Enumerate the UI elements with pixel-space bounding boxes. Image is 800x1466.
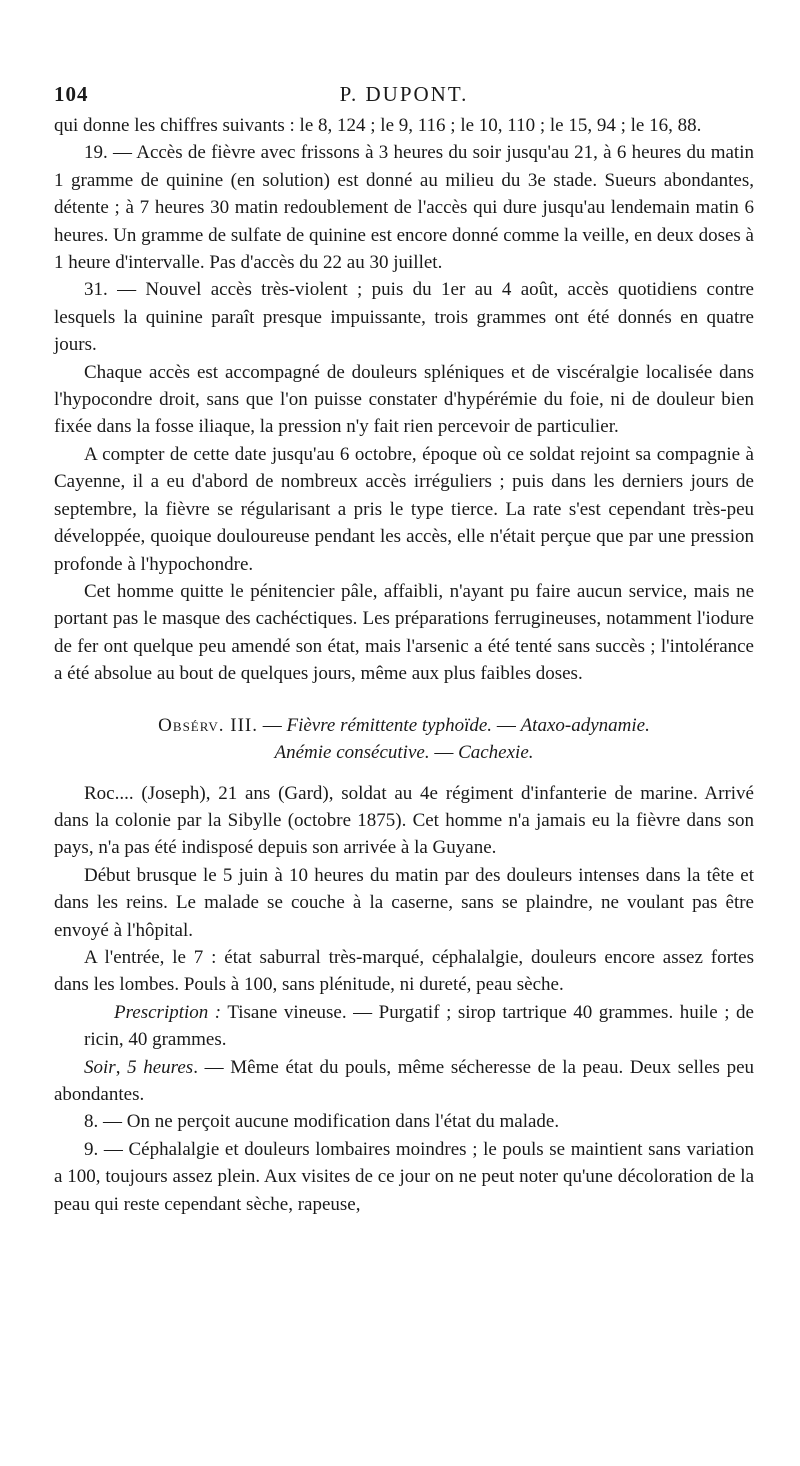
observation-label: Obsérv. III. (158, 714, 258, 736)
observation-title-part: Cachexie. (458, 741, 534, 763)
observation-heading-line-2 (54, 739, 754, 766)
soir-separator: , (115, 1056, 128, 1078)
paragraph: qui donne les chiffres suivants : le 8, 124 ; le 9, 116 ; le 10, 110 ; le 15, 94 ; le 16, 88. (54, 115, 702, 136)
heading-dash: — (492, 714, 521, 736)
observation-title-part: Anémie consécutive. (274, 741, 430, 763)
paragraph: 8. — On ne perçoit aucune modification dans l'état du malade. (84, 1111, 560, 1133)
evening-paragraph (54, 1054, 754, 1109)
body-text (54, 112, 754, 1218)
soir-text: . — Même état du pouls, même sécheresse de la peau. Deux selles peu abondantes. (54, 1056, 755, 1105)
paragraph: 9. — Céphalalgie et douleurs lombaires moindres ; le pouls se maintient sans variation a 100, toujours assez plein. Aux visites de ce jour on ne peut noter qu'une décoloration de la peau qui reste cependant sèche, rapeuse, (54, 1138, 754, 1215)
paragraph: Chaque accès est accompagné de douleurs spléniques et de viscéralgie localisée dans l'hypocondre droit, sans que l'on puisse constater d'hypérémie du foie, ni de douleur bien fixée dans la fosse iliaque, la pression n'y fait rien percevoir de particulier. (54, 361, 754, 438)
soir-label: Soir (84, 1056, 116, 1078)
page-number: 104 (54, 82, 89, 106)
paragraph: Roc.... (Joseph), 21 ans (Gard), soldat au 4e régiment d'infanterie de marine. Arrivé dans la colonie par la Sibylle (octobre 1875). Cet homme n'a jamais eu la fièvre dans son pays, n'a pas été indisposé depuis son arrivée à la Guyane. (54, 782, 754, 859)
paragraph: 31. — Nouvel accès très-violent ; puis du 1er au 4 août, accès quotidiens contre lesquels la quinine paraît presque impuissante, trois grammes ont été donnés en quatre jours. (54, 279, 754, 356)
heading-dash: — (257, 714, 287, 736)
book-page (54, 82, 754, 1218)
prescription-text: Tisane vineuse. — Purgatif ; sirop tartrique 40 grammes. huile ; de ricin, 40 grammes. (84, 1001, 754, 1051)
paragraph: Cet homme quitte le pénitencier pâle, affaibli, n'ayant pu faire aucun service, mais ne portant pas le masque des cachéctiques. Les préparations ferrugineuses, notamment l'iodure de fer ont quelque peu amendé son état, mais l'arsenic a été tenté sans succès ; l'intolérance a été absolue au bout de quelques jours, même aux plus faibles doses. (54, 580, 754, 685)
paragraph: Début brusque le 5 juin à 10 heures du matin par des douleurs intenses dans la tête et dans les reins. Le malade se couche à la caserne, sans se plaindre, ne voulant pas être envoyé à l'hôpital. (54, 864, 754, 941)
prescription-label: Prescription : (114, 1001, 222, 1023)
observation-title-part: Fièvre rémittente typhoïde. (286, 714, 493, 736)
soir-time: 5 heures (127, 1056, 194, 1078)
paragraph: A compter de cette date jusqu'au 6 octobre, époque où ce soldat rejoint sa compagnie à Cayenne, il a eu d'abord de nombreux accès irréguliers ; puis dans les derniers jours de septembre, la fièvre se régularisant a pris le type tierce. La rate s'est cependant très-peu développée, quoique douloureuse pendant les accès, elle n'était perçue que par une pression profonde à l'hypochondre. (54, 443, 754, 575)
observation-heading-line-1 (54, 712, 754, 739)
paragraph: 19. — Accès de fièvre avec frissons à 3 heures du soir jusqu'au 21, à 6 heures du matin 1 gramme de quinine (en solution) est donné au milieu du 3e stade. Sueurs abondantes, détente ; à 7 heures 30 matin redoublement de l'accès qui dure jusqu'au lendemain matin 6 heures. Un gramme de sulfate de quinine est encore donné comme la veille, en deux doses à 1 heure d'intervalle. Pas d'accès du 22 au 30 juillet. (54, 142, 754, 274)
observation-title-part: Ataxo-adynamie. (520, 714, 650, 736)
heading-dash: — (429, 741, 459, 763)
paragraph: A l'entrée, le 7 : état saburral très-marqué, céphalalgie, douleurs encore assez fortes dans les lombes. Pouls à 100, sans plénitude, ni dureté, peau sèche. (54, 946, 754, 996)
page-header (54, 82, 754, 112)
running-head: P. DUPONT. (339, 82, 469, 106)
observation-heading (54, 712, 754, 766)
prescription-paragraph (84, 999, 754, 1054)
